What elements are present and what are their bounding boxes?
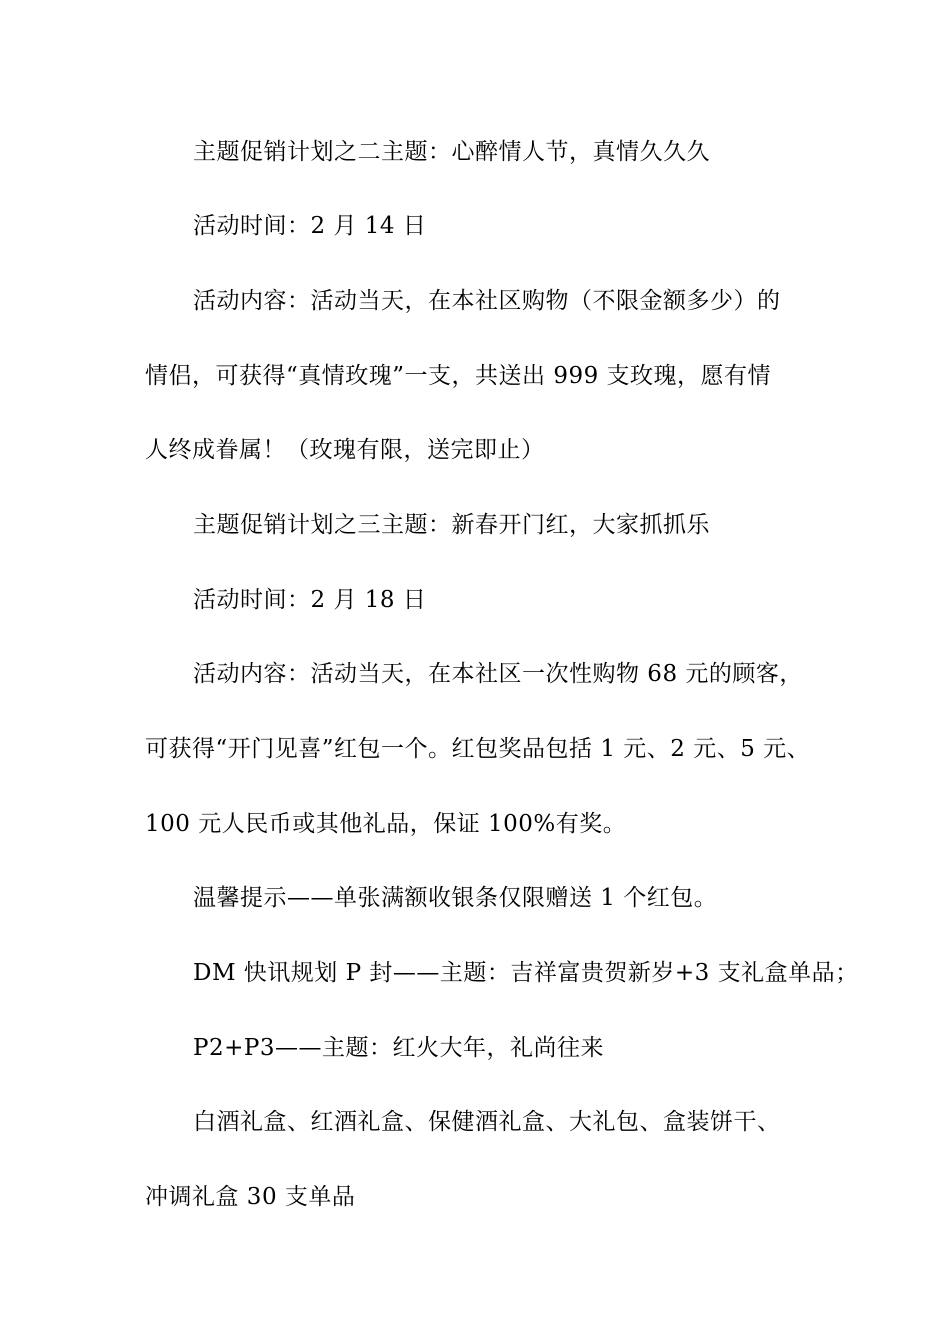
paragraph-plan-two-content-line-2: 情侣，可获得“真情玫瑰”一支，共送出 999 支玫瑰，愿有情 <box>145 363 772 389</box>
paragraph-p2-p3: P2+P3——主题：红火大年，礼尚往来 <box>193 1035 604 1061</box>
paragraph-plan-three-time: 活动时间：2 月 18 日 <box>193 587 427 613</box>
paragraph-dm-cover: DM 快讯规划 P 封——主题：吉祥富贵贺新岁+3 支礼盒单品； <box>193 960 859 986</box>
paragraph-plan-two-content-line-3: 人终成眷属！（玫瑰有限，送完即止） <box>145 437 545 463</box>
paragraph-reminder: 温馨提示——单张满额收银条仅限赠送 1 个红包。 <box>193 885 718 911</box>
paragraph-gift-list-line-1: 白酒礼盒、红酒礼盒、保健酒礼盒、大礼包、盒装饼干、 <box>193 1109 781 1135</box>
paragraph-plan-three-content-line-3: 100 元人民币或其他礼品，保证 100%有奖。 <box>145 811 627 837</box>
paragraph-plan-three-content-line-2: 可获得“开门见喜”红包一个。红包奖品包括 1 元、2 元、5 元、 <box>145 736 811 762</box>
paragraph-plan-two-theme: 主题促销计划之二主题：心醉情人节，真情久久久 <box>193 139 710 165</box>
paragraph-plan-three-theme: 主题促销计划之三主题：新春开门红，大家抓抓乐 <box>193 512 710 538</box>
paragraph-plan-two-content-line-1: 活动内容：活动当天，在本社区购物（不限金额多少）的 <box>193 288 781 314</box>
paragraph-gift-list-line-2: 冲调礼盒 30 支单品 <box>145 1184 356 1210</box>
paragraph-plan-three-content-line-1: 活动内容：活动当天，在本社区一次性购物 68 元的顾客， <box>193 661 803 687</box>
paragraph-plan-two-time: 活动时间：2 月 14 日 <box>193 213 427 239</box>
